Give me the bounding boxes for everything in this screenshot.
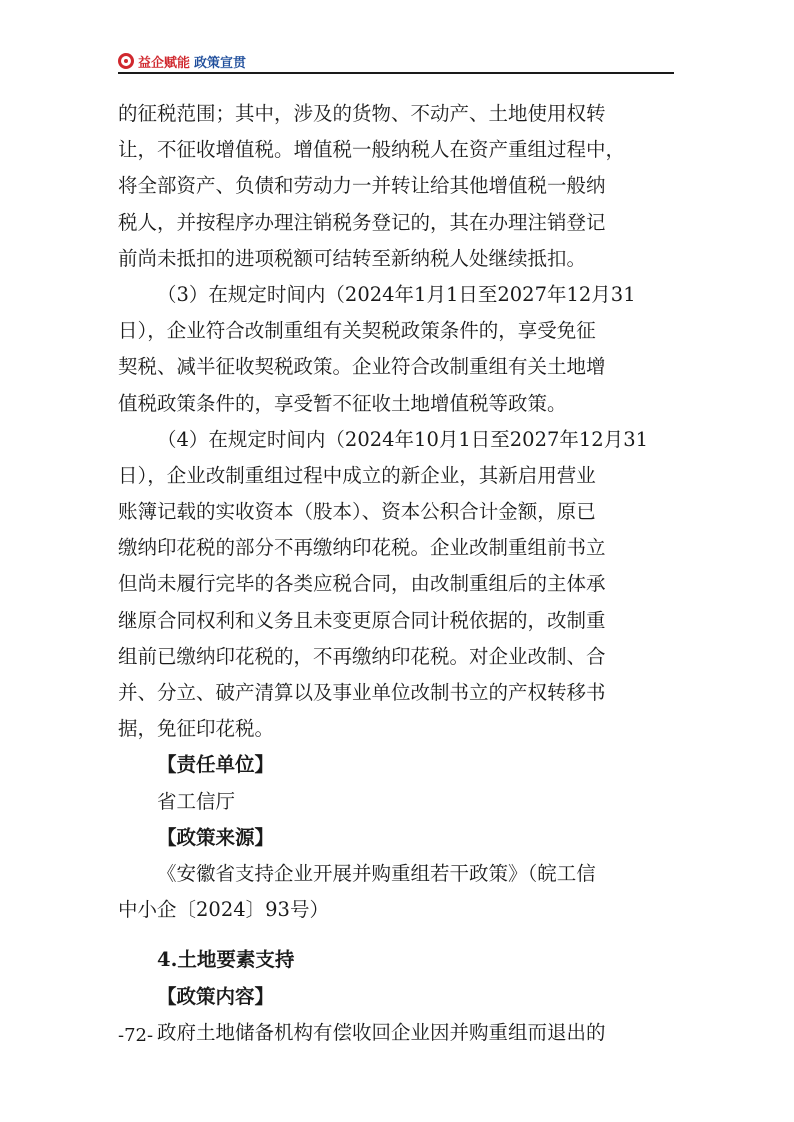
brand-name: 益企赋能 bbox=[138, 55, 191, 71]
page-number: -72- bbox=[118, 1025, 154, 1046]
logo-icon bbox=[118, 53, 134, 69]
responsible-heading: 【责任单位】 bbox=[157, 753, 275, 777]
header-divider bbox=[118, 72, 674, 74]
body-line: 值税政策条件的，享受暂不征收土地增值税等政策。 bbox=[118, 391, 567, 415]
body-line: 的征税范围；其中，涉及的货物、不动产、土地使用权转 bbox=[118, 102, 606, 125]
brand-slogan: 政策宣贯 bbox=[194, 55, 247, 71]
source-line: 中小企〔2024〕93号） bbox=[118, 898, 329, 922]
body-line: 日），企业符合改制重组有关契税政策条件的，享受免征 bbox=[118, 319, 596, 343]
responsible-unit: 省工信厅 bbox=[157, 789, 236, 813]
body-line: 组前已缴纳印花税的，不再缴纳印花税。对企业改制、合 bbox=[118, 644, 606, 668]
body-line: 继原合同权利和义务且未变更原合同计税依据的，改制重 bbox=[118, 608, 606, 632]
body-line: 但尚未履行完毕的各类应税合同，由改制重组后的主体承 bbox=[118, 572, 606, 596]
body-line: 契税、减半征收契税政策。企业符合改制重组有关土地增 bbox=[118, 355, 606, 379]
body-line: 税人，并按程序办理注销税务登记的，其在办理注销登记 bbox=[118, 210, 606, 234]
body-line: 据，免征印花税。 bbox=[118, 717, 275, 741]
body-line: 账簿记载的实收资本（股本）、资本公积合计金额，原已 bbox=[118, 500, 596, 524]
body-line: （4）在规定时间内（2024年10月1日至2027年12月31 bbox=[157, 427, 649, 451]
source-heading: 【政策来源】 bbox=[157, 825, 275, 849]
body-line: 缴纳印花税的部分不再缴纳印花税。企业改制重组前书立 bbox=[118, 536, 606, 560]
content-heading: 【政策内容】 bbox=[157, 984, 275, 1008]
content-line: 政府土地储备机构有偿收回企业因并购重组而退出的 bbox=[157, 1020, 606, 1044]
document-body bbox=[118, 96, 678, 1051]
brand-title bbox=[138, 52, 246, 71]
body-line: 并、分立、破产清算以及事业单位改制书立的产权转移书 bbox=[118, 681, 606, 704]
source-line: 《安徽省支持企业开展并购重组若干政策》（皖工信 bbox=[157, 861, 596, 885]
page-header bbox=[118, 50, 674, 72]
section-title: 4.土地要素支持 bbox=[157, 948, 295, 972]
body-line: （3）在规定时间内（2024年1月1日至2027年12月31 bbox=[157, 282, 636, 306]
body-line: 将全部资产、负债和劳动力一并转让给其他增值税一般纳 bbox=[118, 174, 606, 198]
body-line: 前尚未抵扣的进项税额可结转至新纳税人处继续抵扣。 bbox=[118, 246, 587, 270]
spacer bbox=[118, 928, 678, 942]
body-line: 让，不征收增值税。增值税一般纳税人在资产重组过程中， bbox=[118, 138, 626, 162]
body-line: 日），企业改制重组过程中成立的新企业，其新启用营业 bbox=[118, 463, 596, 487]
